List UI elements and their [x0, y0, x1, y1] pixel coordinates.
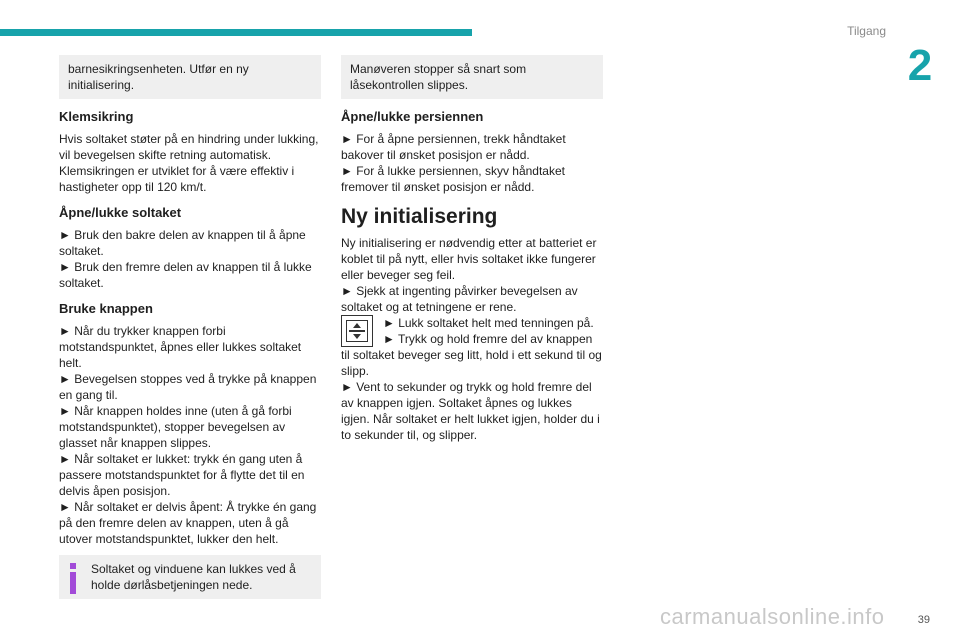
blind-heading: Åpne/lukke persiennen [341, 109, 484, 124]
reinit-heading: Ny initialisering [341, 205, 498, 228]
reinit-step: ► Trykk og hold fremre del av knappen til soltaket beveger seg litt, hold i ett sekund til og slipp. [341, 332, 602, 378]
watermark: carmanualsonline.info [660, 604, 885, 629]
blind-close-instruction: ► For å lukke persiennen, skyv håndtaket fremover til ønsket posisjon er nådd. [341, 164, 565, 194]
use-button-heading: Bruke knappen [59, 301, 153, 316]
section-label: Tilgang [847, 24, 886, 38]
close-instruction: ► Bruk den fremre delen av knappen til å lukke soltaket. [59, 260, 312, 290]
open-close-sunroof-heading: Åpne/lukke soltaket [59, 205, 182, 220]
blind-open-instruction: ► For å åpne persiennen, trekk håndtaket bakover til ønsket posisjon er nådd. [341, 132, 566, 162]
use-item: ► Når soltaket er delvis åpent: Å trykke én gang på den fremre delen av knappen, uten å gå utover motstandspunktet, lukker den helt. [59, 500, 317, 546]
reinit-step: ► Vent to sekunder og trykk og hold fremre del av knappen igjen. Soltaket åpnes og lukkes igjen. Når soltaket er helt lukket igjen, holder du i to sekunder til, og slipper. [341, 380, 600, 442]
use-item: ► Når du trykker knappen forbi motstandspunktet, åpnes eller lukkes soltaket helt. [59, 324, 302, 370]
use-item: ► Bevegelsen stoppes ved å trykke på knappen en gang til. [59, 372, 317, 402]
use-item: ► Når knappen holdes inne (uten å gå forbi motstandspunktet), stopper bevegelsen av glasset når knappen slippes. [59, 404, 292, 450]
info-box [59, 555, 321, 599]
right-column [341, 55, 603, 443]
klemsikring-heading: Klemsikring [59, 109, 134, 124]
reinit-step: ► Lukk soltaket helt med tenningen på. [383, 316, 594, 330]
left-column [59, 55, 321, 599]
reinit-icon-paragraph [341, 315, 603, 379]
info-icon [69, 563, 79, 593]
sunroof-switch-icon [341, 315, 373, 347]
open-instruction: ► Bruk den bakre delen av knappen til å åpne soltaket. [59, 228, 306, 258]
continued-note: barnesikringsenheten. Utfør en ny initialisering. [59, 55, 321, 99]
header-accent-bar [0, 29, 472, 36]
info-text: Soltaket og vinduene kan lukkes ved å holde dørlåsbetjeningen nede. [91, 562, 296, 592]
reinit-step: ► Sjekk at ingenting påvirker bevegelsen av soltaket og at tetningene er rene. [341, 284, 578, 314]
release-note: Manøveren stopper så snart som låsekontrollen slippes. [341, 55, 603, 99]
chapter-number: 2 [907, 41, 933, 90]
use-item: ► Når soltaket er lukket: trykk én gang uten å passere motstandspunktet for å flytte det til en delvis åpen posisjon. [59, 452, 305, 498]
reinit-intro: Ny initialisering er nødvendig etter at batteriet er koblet til på nytt, eller hvis soltaket ikke fungerer eller beveger seg feil. [341, 236, 597, 282]
page-number: 39 [917, 614, 930, 626]
klemsikring-text: Hvis soltaket støter på en hindring under lukking, vil bevegelsen skifte retning automatisk. Klemsikringen er utviklet for å være effektiv i hastigheter opp til 120 km/t. [59, 132, 319, 194]
